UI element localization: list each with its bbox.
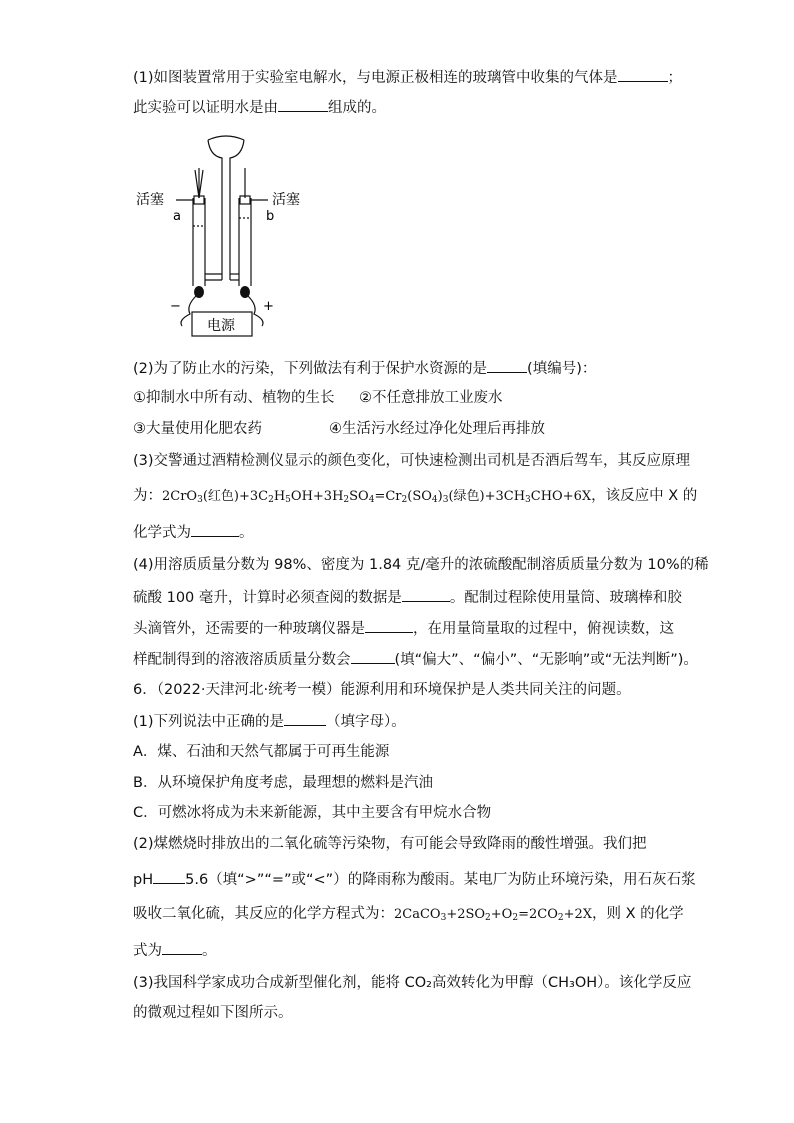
answer-blank[interactable] (162, 940, 202, 955)
answer-blank[interactable] (191, 522, 239, 537)
answer-blank[interactable] (365, 618, 413, 633)
q6-s3-line1: (3)我国科学家成功合成新型催化剂，能将 CO₂高效转化为甲醇（CH₃OH）。该化学反应 (133, 975, 692, 991)
minus-label: − (170, 299, 181, 314)
q1-line1: (1)如图装置常用于实验室电解水，与电源正极相连的玻璃管中收集的气体是 ； (133, 67, 682, 88)
stopcock-left-label: 活塞 (136, 192, 164, 208)
q2-options-row1: ①抑制水中所有动、植物的生长 ②不任意排放工业废水 (133, 390, 503, 406)
chemical-equation: $2CaCO_3+2SO_2+O_2=2CO_2+2X$ (394, 907, 593, 923)
stopcock-right-label: 活塞 (272, 192, 300, 208)
answer-blank[interactable] (278, 97, 328, 112)
q2-stem: (2)为了防止水的污染，下列做法有利于保护水资源的是 (填编号)： (133, 358, 596, 379)
q3-line1: (3)交警通过酒精检测仪显示的颜色变化，可快速检测出司机是否酒后驾车，其反应原理 (133, 453, 691, 469)
q6-option-b: B．从环境保护角度考虑，最理想的燃料是汽油 (133, 775, 433, 791)
q3-line3: 化学式为 。 (133, 522, 254, 543)
power-label: 电源 (207, 318, 235, 334)
answer-blank[interactable] (402, 587, 450, 602)
answer-blank[interactable] (153, 869, 185, 884)
q6-s3-line2: 的微观过程如下图所示。 (133, 1005, 293, 1021)
answer-blank[interactable] (487, 358, 527, 373)
plus-label: + (263, 299, 274, 314)
q6-s2-line3: 吸收二氧化硫，其反应的化学方程式为：$2CaCO_3+2SO_2+O_2=2CO_2+2X$，则 X 的化学 (133, 906, 684, 923)
tube-b-label: b (266, 209, 275, 224)
q6-s1: (1)下列说法中正确的是 （填字母）。 (133, 711, 406, 732)
q6-s2-line4: 式为 。 (133, 940, 217, 961)
q4-line3: 头滴管外，还需要的一种玻璃仪器是 ，在用量筒量取的过程中，俯视读数，这 (133, 618, 674, 639)
q4-line1: (4)用溶质质量分数为 98%、密度为 1.84 克/毫升的浓硫酸配制溶质质量分数为 10%的稀 (133, 557, 709, 573)
q6-s2-line2: pH 5.6（填“>”“=”或“<”）的降雨称为酸雨。某电厂为防止环境污染，用石灰石浆 (133, 869, 696, 890)
tube-a-label: a (173, 209, 181, 224)
q6-s2-line1: (2)煤燃烧时排放出的二氧化硫等污染物，有可能会导致降雨的酸性增强。我们把 (133, 836, 647, 852)
electrolysis-apparatus-figure (130, 128, 310, 340)
q6-option-a: A．煤、石油和天然气都属于可再生能源 (133, 744, 390, 760)
chemical-equation: 2CrO$_3$(红色)$+3C_2H_5OH+3H_2SO_4=Cr_2(SO_4)_3$(绿色)$+3CH_3CHO+6X$ (162, 489, 592, 505)
answer-blank[interactable] (618, 67, 668, 82)
q6-header: 6．（2022·天津河北·统考一模）能源利用和环境保护是人类共同关注的问题。 (133, 682, 631, 698)
answer-blank[interactable] (351, 649, 395, 664)
q2-options-row2: ③大量使用化肥农药 ④生活污水经过净化处理后再排放 (133, 421, 545, 437)
q6-option-c: C．可燃冰将成为未来新能源，其中主要含有甲烷水合物 (133, 805, 492, 821)
q4-line4: 样配制得到的溶液溶质质量分数会 (填“偏大”、“偏小”、“无影响”或“无法判断”)。 (133, 649, 698, 670)
q4-line2: 硫酸 100 毫升，计算时必须查阅的数据是 。配制过程除使用量筒、玻璃棒和胶 (133, 587, 682, 608)
q1-line2: 此实验可以证明水是由 组成的。 (133, 97, 386, 118)
q3-equation-line: 为：2CrO$_3$(红色)$+3C_2H_5OH+3H_2SO_4=Cr_2(SO_4)_3$(绿色)$+3CH_3CHO+6X$，该反应中 X 的 (133, 488, 698, 505)
answer-blank[interactable] (284, 711, 326, 726)
